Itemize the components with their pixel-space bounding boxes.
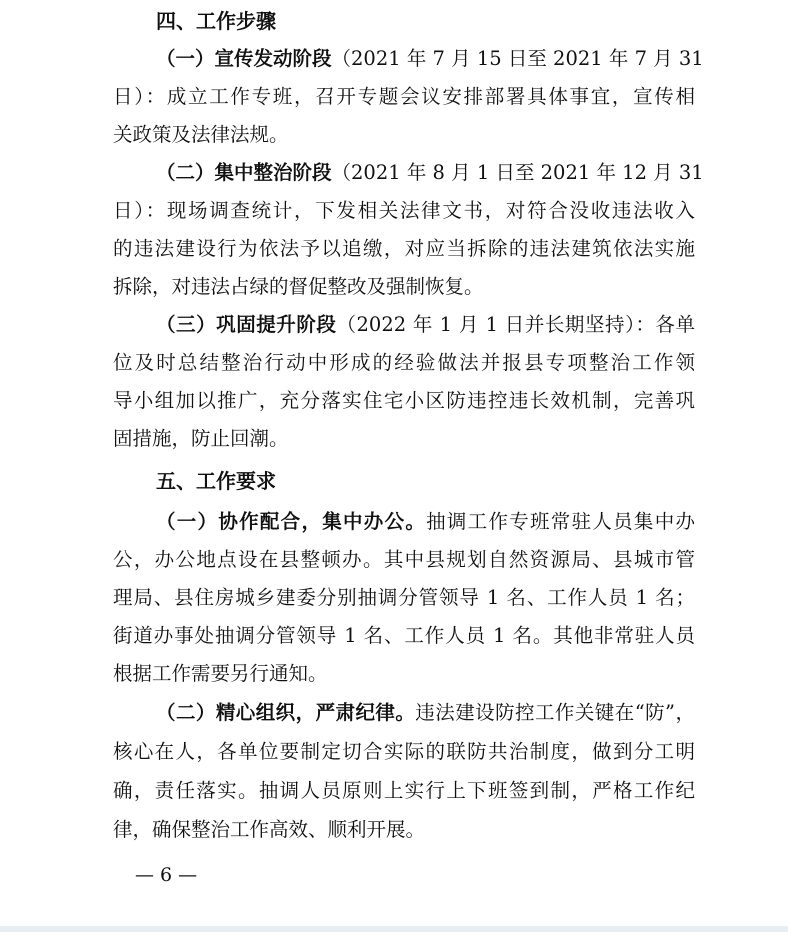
paragraph-line: 的违法建设行为依法予以追缴，对应当拆除的违法建筑依法实施 [113,237,695,260]
paragraph-line: 日）：现场调查统计，下发相关法律文书，对符合没收违法收入 [113,199,695,222]
paragraph-line: 导小组加以推广，充分落实住宅小区防违控违长效机制，完善巩 [113,389,695,412]
page-number: — 6 — [135,864,198,886]
paragraph-lead: （二）集中整治阶段 [156,161,332,184]
paragraph-line: 关政策及法律法规。 [113,123,289,146]
paragraph-line [156,306,695,344]
paragraph-line: 日）：成立工作专班，召开专题会议安排部署具体事宜，宣传相 [113,85,695,108]
paragraph-line: 根据工作需要另行通知。 [113,662,328,685]
paragraph-line [156,503,695,541]
paragraph-line: 拆除，对违法占绿的督促整改及强制恢复。 [113,275,484,298]
paragraph-lead: （一）协作配合，集中办公。 [156,510,427,533]
section-heading-work-steps: 四、工作步骤 [156,9,276,33]
paragraph-line: 位及时总结整治行动中形成的经验做法并报县专项整治工作领 [113,351,695,374]
paragraph-lead: （一）宣传发动阶段 [156,47,332,70]
paragraph-line: 街道办事处抽调分管领导 1 名、工作人员 1 名。其他非常驻人员 [113,624,695,647]
bottom-divider [0,926,788,932]
paragraph-line: 律，确保整治工作高效、顺利开展。 [113,818,426,841]
paragraph-line [156,694,695,732]
paragraph-line: 理局、县住房城乡建委分别抽调分管领导 1 名、工作人员 1 名； [113,586,695,609]
paragraph-text: （2022 年 1 月 1 日并长期坚持）：各单 [336,313,695,336]
paragraph-line: 确，责任落实。抽调人员原则上实行上下班签到制，严格工作纪 [113,779,695,802]
paragraph-lead: （三）巩固提升阶段 [156,313,337,336]
paragraph-line: 公，办公地点设在县整顿办。其中县规划自然资源局、县城市管 [113,548,695,571]
paragraph-text: （2021 年 8 月 1 日至 2021 年 12 月 31 [331,161,704,184]
paragraph-lead: （二）精心组织，严肃纪律。 [156,701,416,724]
paragraph-line [156,154,704,192]
paragraph-line [156,40,704,78]
paragraph-text: 抽调工作专班常驻人员集中办 [426,510,695,533]
section-heading-work-requirements: 五、工作要求 [156,469,276,493]
paragraph-line: 固措施，防止回潮。 [113,427,289,450]
paragraph-text: （2021 年 7 月 15 日至 2021 年 7 月 31 [331,47,704,70]
paragraph-text: 违法建设防控工作关键在“防”， [415,701,695,724]
paragraph-line: 核心在人，各单位要制定切合实际的联防共治制度，做到分工明 [113,740,695,763]
